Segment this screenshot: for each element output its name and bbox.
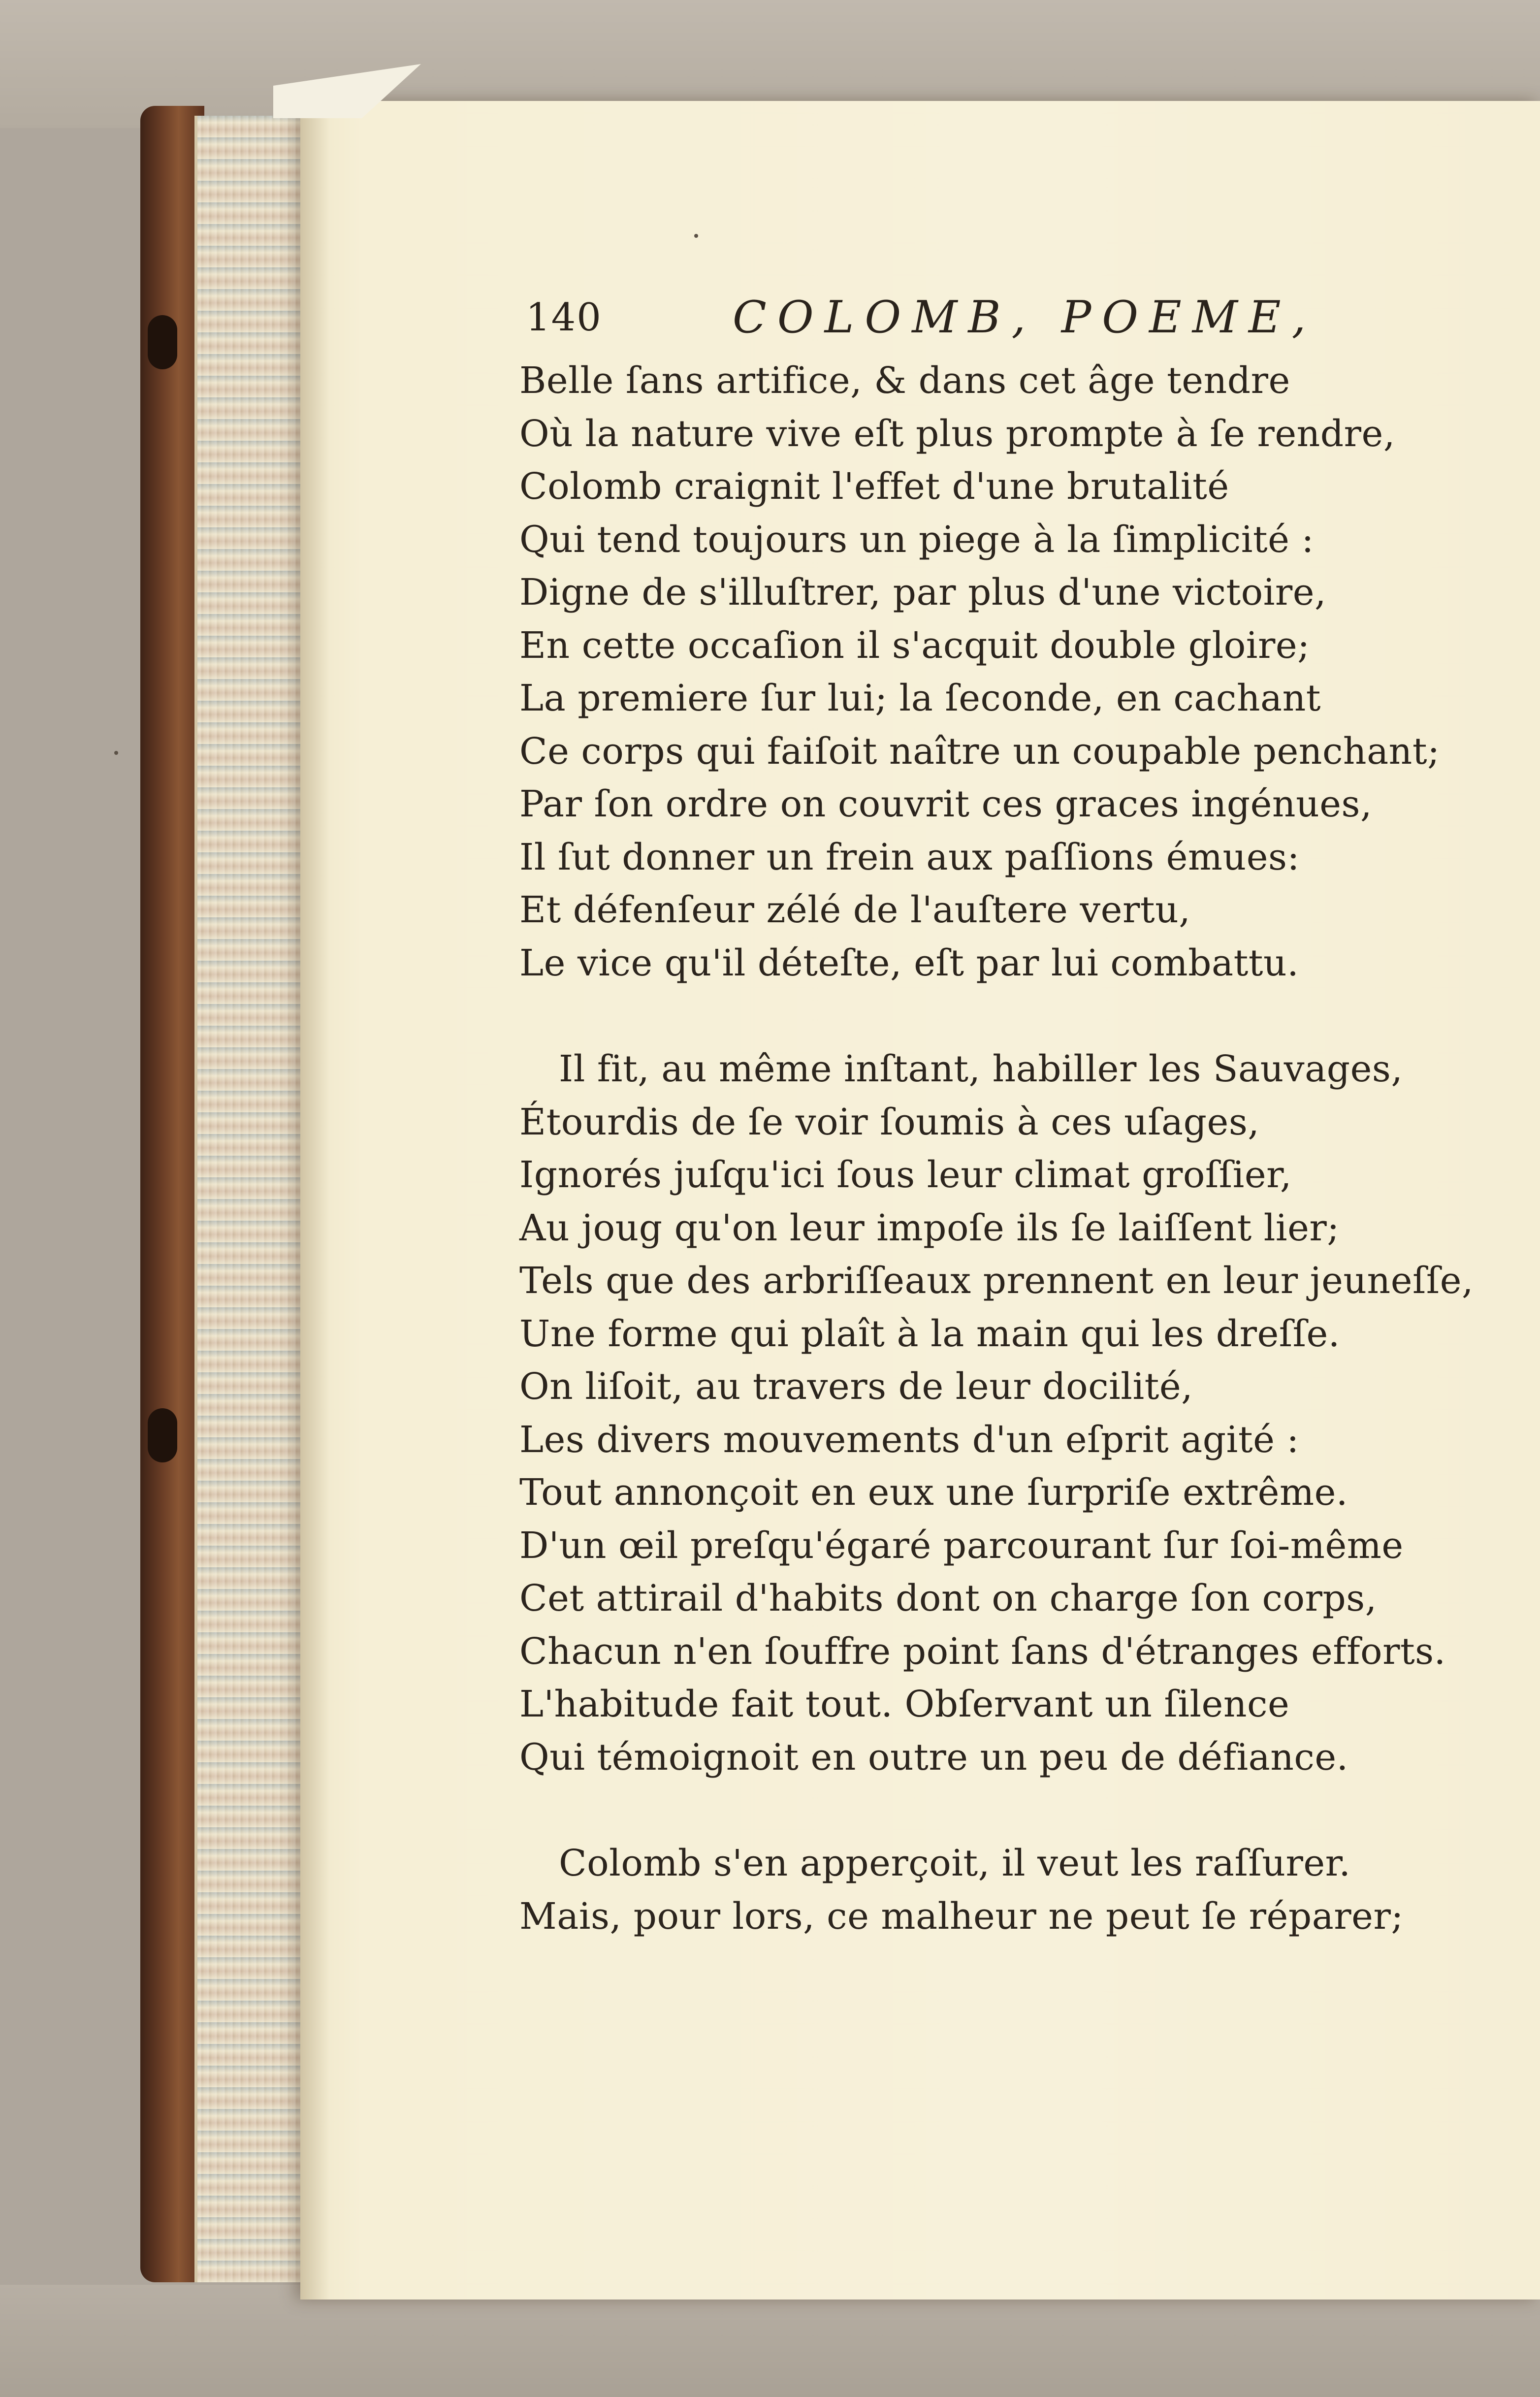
page-number: 140 xyxy=(526,295,602,340)
verse-line: Ce corps qui faiſoit naître un coupable penchant; xyxy=(519,730,1440,773)
verse-line: Étourdis de ſe voir ſoumis à ces uſages, xyxy=(519,1101,1260,1143)
verse-line: Une forme qui plaît à la main qui les dreſſe. xyxy=(519,1312,1340,1355)
verse-line: Au joug qu'on leur impoſe ils ſe laiſſent lier; xyxy=(519,1206,1340,1249)
spine-wear-mark xyxy=(148,1408,177,1462)
verse-line: Ignorés juſqu'ici ſous leur climat groſſier, xyxy=(519,1154,1292,1196)
verse-line: Les divers mouvements d'un eſprit agité : xyxy=(519,1418,1299,1461)
spine-wear-mark xyxy=(148,315,177,369)
verse-line: En cette occaſion il s'acquit double gloire; xyxy=(519,624,1310,667)
stanza-2 xyxy=(519,1043,1474,1784)
verse-line: Il ſut donner un frein aux paſſions émues: xyxy=(519,836,1300,878)
verse-line: Et défenſeur zélé de l'auſtere vertu, xyxy=(519,889,1191,931)
stanza-1 xyxy=(519,355,1465,990)
verse-line: Colomb craignit l'effet d'une brutalité xyxy=(519,465,1229,508)
ink-speck xyxy=(694,234,698,238)
verse-line: Tout annonçoit en eux une ſurpriſe extrême. xyxy=(519,1471,1348,1514)
verse-line: L'habitude fait tout. Obſervant un ſilence xyxy=(519,1683,1290,1725)
verse-line: Digne de s'illuſtrer, par plus d'une victoire, xyxy=(519,571,1327,614)
backdrop-bottom xyxy=(0,2285,1540,2397)
verse-line: On liſoit, au travers de leur docilité, xyxy=(519,1365,1193,1408)
verse-line: Le vice qu'il déteſte, eſt par lui combattu. xyxy=(519,941,1299,984)
page-fold-shadow xyxy=(300,101,330,2300)
page-edges xyxy=(194,116,316,2282)
verse-line: Par ſon ordre on couvrit ces graces ingénues, xyxy=(519,783,1373,825)
verse-line: Où la nature vive eſt plus prompte à ſe rendre, xyxy=(519,412,1395,455)
poem-text xyxy=(519,355,1474,1943)
verse-line: Cet attirail d'habits dont on charge ſon corps, xyxy=(519,1577,1377,1620)
running-title: COLOMB, POEME, xyxy=(733,292,1317,343)
verse-line: Chacun n'en ſouffre point ſans d'étranges efforts. xyxy=(519,1630,1446,1673)
verse-line: Il fit, au même inſtant, habiller les Sauvages, xyxy=(559,1048,1403,1090)
verse-line: Qui tend toujours un piege à la ſimplicité : xyxy=(519,518,1314,561)
verse-line: Mais, pour lors, ce malheur ne peut ſe réparer; xyxy=(519,1895,1404,1938)
verse-line: La premiere ſur lui; la ſeconde, en cachant xyxy=(519,677,1321,719)
ink-speck xyxy=(114,751,118,755)
page-header xyxy=(526,292,1461,351)
verse-line: Colomb s'en apperçoit, il veut les raſſurer. xyxy=(559,1842,1351,1884)
stanza-3 xyxy=(519,1837,1465,1943)
verse-line: Qui témoignoit en outre un peu de défiance. xyxy=(519,1736,1348,1779)
verse-line: D'un œil preſqu'égaré parcourant ſur ſoi-même xyxy=(519,1524,1404,1567)
verse-line: Belle ſans artifice, & dans cet âge tendre xyxy=(519,359,1290,402)
verse-line: Tels que des arbriſſeaux prennent en leur jeuneſſe, xyxy=(519,1260,1474,1302)
